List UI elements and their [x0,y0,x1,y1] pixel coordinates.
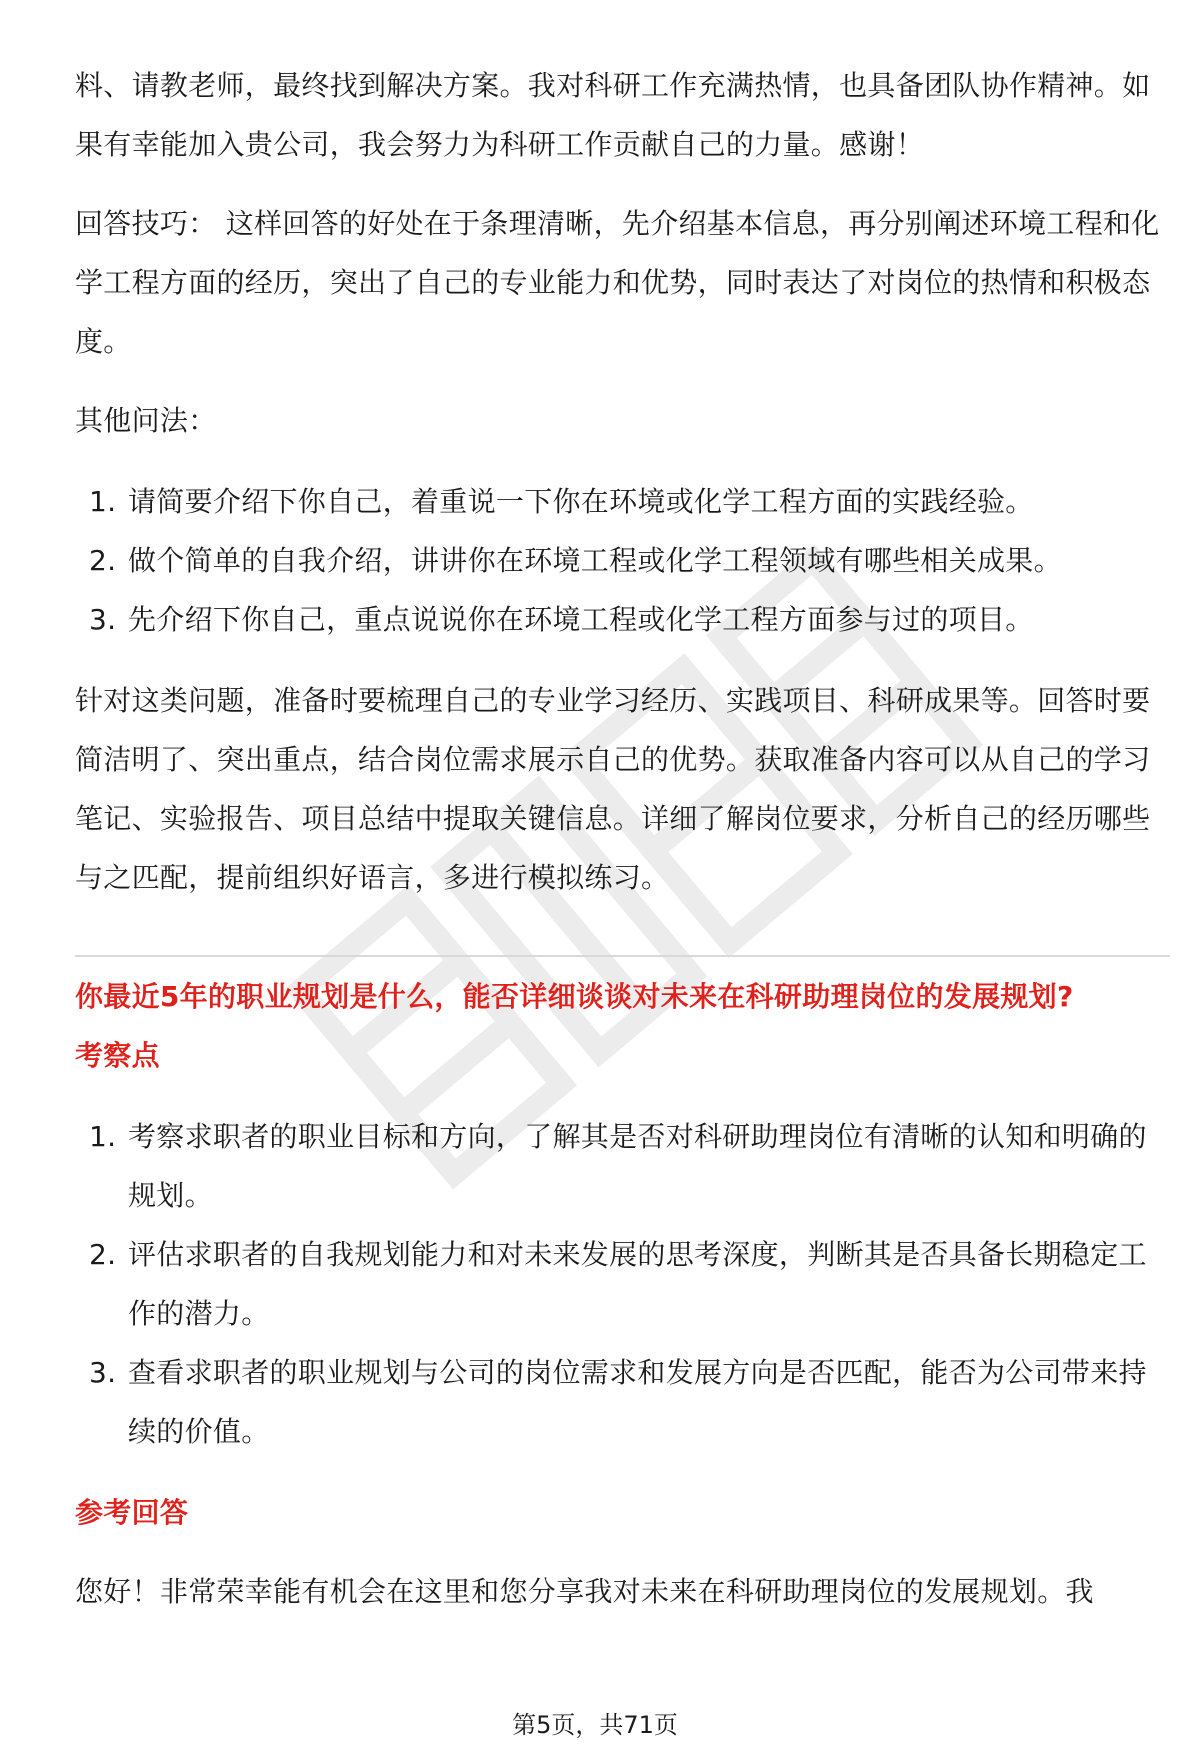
focus-label: 考察点 [75,1039,160,1072]
other-questions-label: 其他问法： [75,404,217,437]
question-title: 你最近5年的职业规划是什么，能否详细谈谈对未来在科研助理岗位的发展规划? [75,980,1074,1013]
prep-paragraph: 针对这类问题，准备时要梳理自己的专业学习经历、实践项目、科研成果等。回答时要简洁明了、突出重点，结合岗位需求展示自己的优势。获取准备内容可以从自己的学习笔记、实验报告、项目总结中提取关键信息。详细了解岗位要求，分析自己的经历哪些与之匹配，提前组织好语言，多进行模拟练习。 [75,684,1151,894]
list-item: 1. 考察求职者的职业目标和方向，了解其是否对科研助理岗位有清晰的认知和明确的规划。 [89,1120,1147,1212]
other-questions-list [75,472,1170,649]
list-item: 2. 评估求职者的自我规划能力和对未来发展的思考深度，判断其是否具备长期稳定工作的潜力。 [89,1238,1147,1330]
tips-paragraph: 回答技巧： 这样回答的好处在于条理清晰，先介绍基本信息，再分别阐述环境工程和化学工程方面的经历，突出了自己的专业能力和优势，同时表达了对岗位的热情和积极态度。 [75,207,1160,358]
focus-points-list [75,1107,1170,1461]
list-item: 1. 请简要介绍下你自己，着重说一下你在环境或化学工程方面的实践经验。 [89,485,1034,518]
document-page [75,0,1170,1621]
reference-answer-start: 您好！非常荣幸能有机会在这里和您分享我对未来在科研助理岗位的发展规划。我 [75,1575,1094,1608]
reference-label: 参考回答 [75,1496,189,1529]
list-item: 2. 做个简单的自我介绍，讲讲你在环境工程或化学工程领域有哪些相关成果。 [89,544,1062,577]
list-item: 3. 先介绍下你自己，重点说说你在环境工程或化学工程方面参与过的项目。 [89,603,1034,636]
intro-paragraph: 料、请教老师，最终找到解决方案。我对科研工作充满热情，也具备团队协作精神。如果有幸能加入贵公司，我会努力为科研工作贡献自己的力量。感谢！ [75,69,1151,161]
page-footer: 第5页，共71页 [512,1711,678,1739]
list-item: 3. 查看求职者的职业规划与公司的岗位需求和发展方向是否匹配，能否为公司带来持续的价值。 [89,1356,1147,1448]
